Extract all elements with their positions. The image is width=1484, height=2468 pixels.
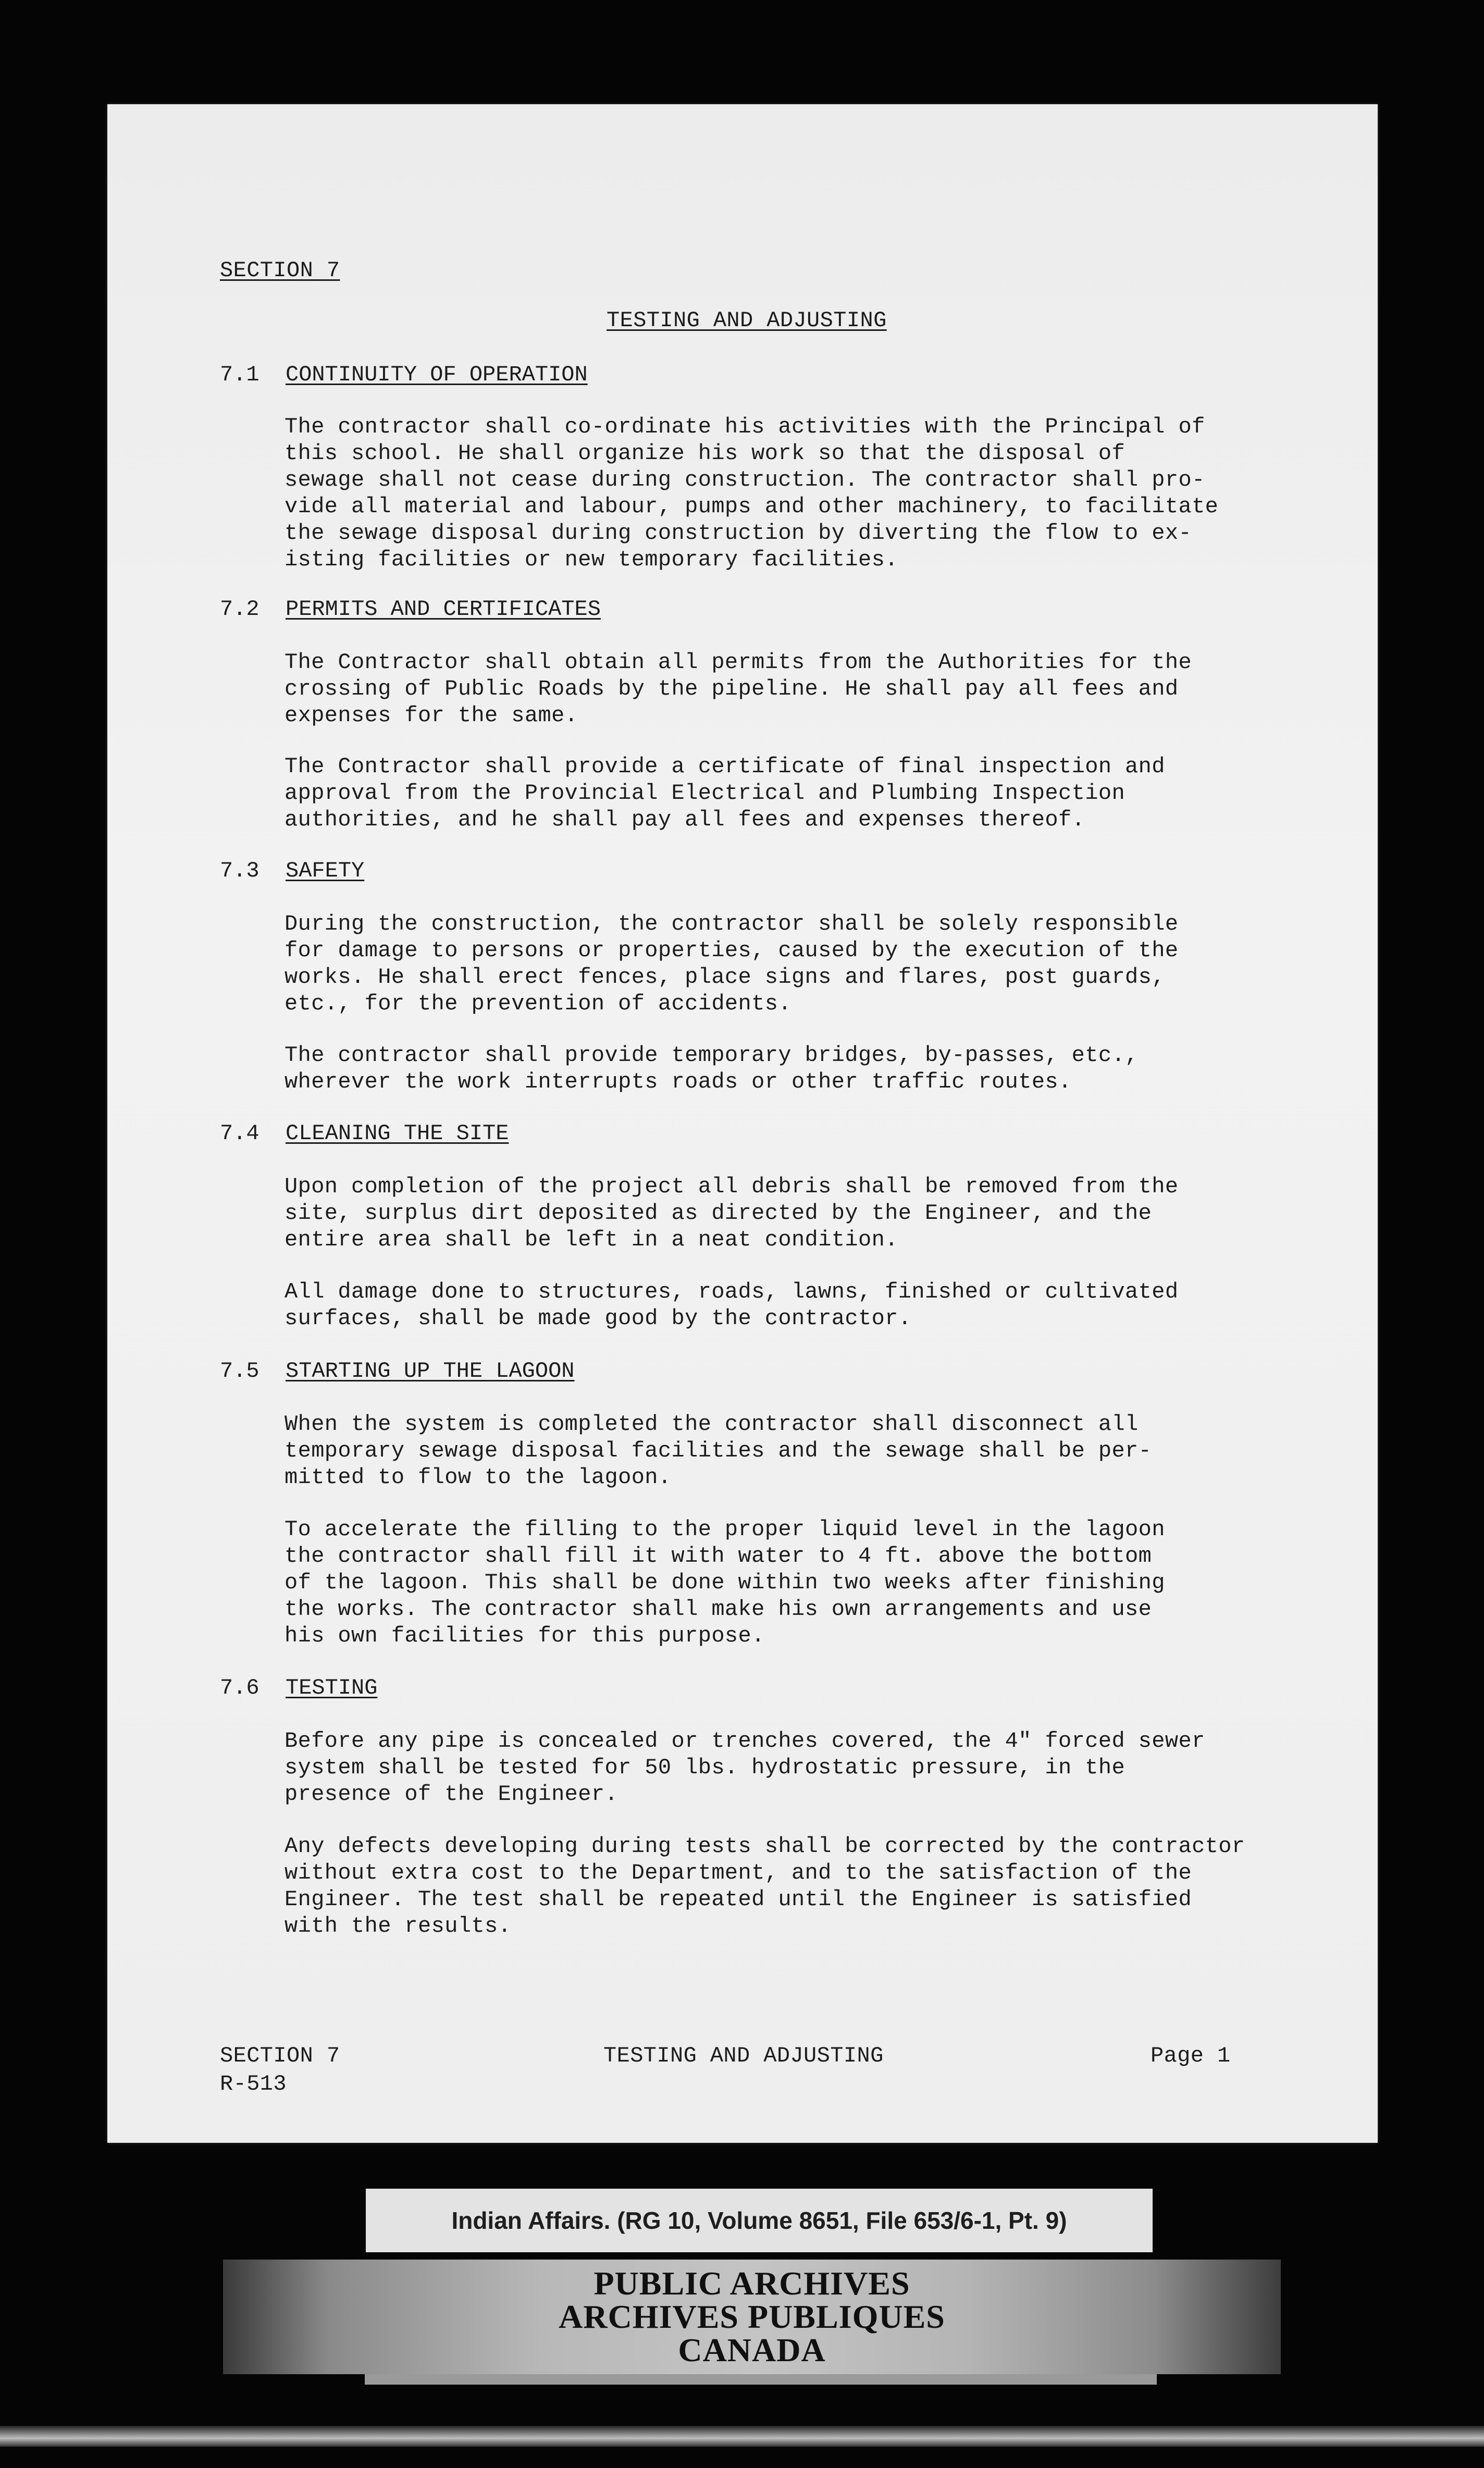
section-7-3-paragraph-2: The contractor shall provide temporary bridges, by-passes, etc., wherever the work interrupts roads or other traffic routes. (285, 1043, 1139, 1094)
section-number: 7.1 (220, 362, 259, 387)
document-page (107, 104, 1378, 2143)
section-title: SAFETY (286, 858, 365, 883)
section-number: 7.6 (220, 1675, 259, 1700)
section-heading-7-2 (220, 596, 601, 623)
section-heading-7-6 (220, 1675, 377, 1701)
section-number: 7.4 (220, 1121, 259, 1146)
section-7-6-paragraph-1: Before any pipe is concealed or trenches covered, the 4" forced sewer system shall be tested for 50 lbs. hydrostatic pressure, in the presence of the Engineer. (285, 1729, 1205, 1807)
page-title: TESTING AND ADJUSTING (607, 308, 887, 333)
footer-document-code: R-513 (220, 2071, 287, 2096)
section-label: SECTION 7 (220, 258, 340, 283)
film-edge-strip (0, 2426, 1484, 2447)
section-title: CLEANING THE SITE (286, 1121, 509, 1146)
footer-title: TESTING AND ADJUSTING (603, 2043, 884, 2068)
section-7-3-paragraph-1: During the construction, the contractor shall be solely responsible for damage to persons or properties, caused by the execution of the works. He shall erect fences, place signs and flares, post guards, etc., for the prevention of accidents. (285, 911, 1179, 1016)
section-number: 7.3 (220, 858, 259, 883)
footer-page-number: Page 1 (1151, 2043, 1231, 2068)
section-number: 7.5 (220, 1359, 259, 1384)
archive-reference-label (366, 2189, 1153, 2252)
archive-reference-text: Indian Affairs. (RG 10, Volume 8651, File 653/6-1, Pt. 9) (451, 2207, 1067, 2234)
archive-stamp (223, 2260, 1281, 2374)
section-7-5-paragraph-1: When the system is completed the contractor shall disconnect all temporary sewage disposal facilities and the sewage shall be per- mitted to flow to the lagoon. (285, 1412, 1152, 1490)
stamp-line-1: PUBLIC ARCHIVES (593, 2265, 910, 2302)
section-7-1-paragraph-1: The contractor shall co-ordinate his activities with the Principal of this school. He shall organize his work so that the disposal of sewage shall not cease during construction. The contractor shall pro- vide all material and labour, pumps and other machinery, to facilitate the sewage disposal during construction by diverting the flow to ex- isting facilities or new temporary facilities. (285, 414, 1219, 572)
section-heading-7-5 (220, 1358, 575, 1385)
footer-section-label: SECTION 7 (220, 2043, 340, 2068)
section-heading-7-1 (220, 362, 588, 388)
stamp-base-bar (365, 2374, 1157, 2385)
section-7-4-paragraph-2: All damage done to structures, roads, lawns, finished or cultivated surfaces, shall be made good by the contractor. (285, 1279, 1179, 1331)
section-title: TESTING (286, 1675, 378, 1700)
section-7-5-paragraph-2: To accelerate the filling to the proper liquid level in the lagoon the contractor shall fill it with water to 4 ft. above the bottom of the lagoon. This shall be done within two weeks after finishing the works. The contractor shall make his own arrangements and use his own facilities for this purpose. (285, 1517, 1165, 1648)
section-title: CONTINUITY OF OPERATION (286, 362, 588, 387)
section-7-4-paragraph-1: Upon completion of the project all debris shall be removed from the site, surplus dirt deposited as directed by the Engineer, and the entire area shall be left in a neat condition. (285, 1174, 1179, 1252)
section-heading-7-4 (220, 1120, 509, 1147)
section-7-2-paragraph-1: The Contractor shall obtain all permits from the Authorities for the crossing of Public Roads by the pipeline. He shall pay all fees and expenses for the same. (285, 650, 1192, 728)
section-number: 7.2 (220, 597, 259, 622)
section-7-6-paragraph-2: Any defects developing during tests shall be corrected by the contractor without extra cost to the Department, and to the satisfaction of the Engineer. The test shall be repeated until the Engineer is satisfied with the results. (285, 1834, 1245, 1939)
stamp-line-3: CANADA (678, 2331, 826, 2368)
section-title: PERMITS AND CERTIFICATES (286, 597, 601, 622)
section-title: STARTING UP THE LAGOON (286, 1359, 575, 1384)
section-7-2-paragraph-2: The Contractor shall provide a certificate of final inspection and approval from the Provincial Electrical and Plumbing Inspection authorities, and he shall pay all fees and expenses thereof. (285, 754, 1165, 832)
stamp-line-2: ARCHIVES PUBLIQUES (559, 2298, 945, 2335)
section-heading-7-3 (220, 858, 364, 884)
